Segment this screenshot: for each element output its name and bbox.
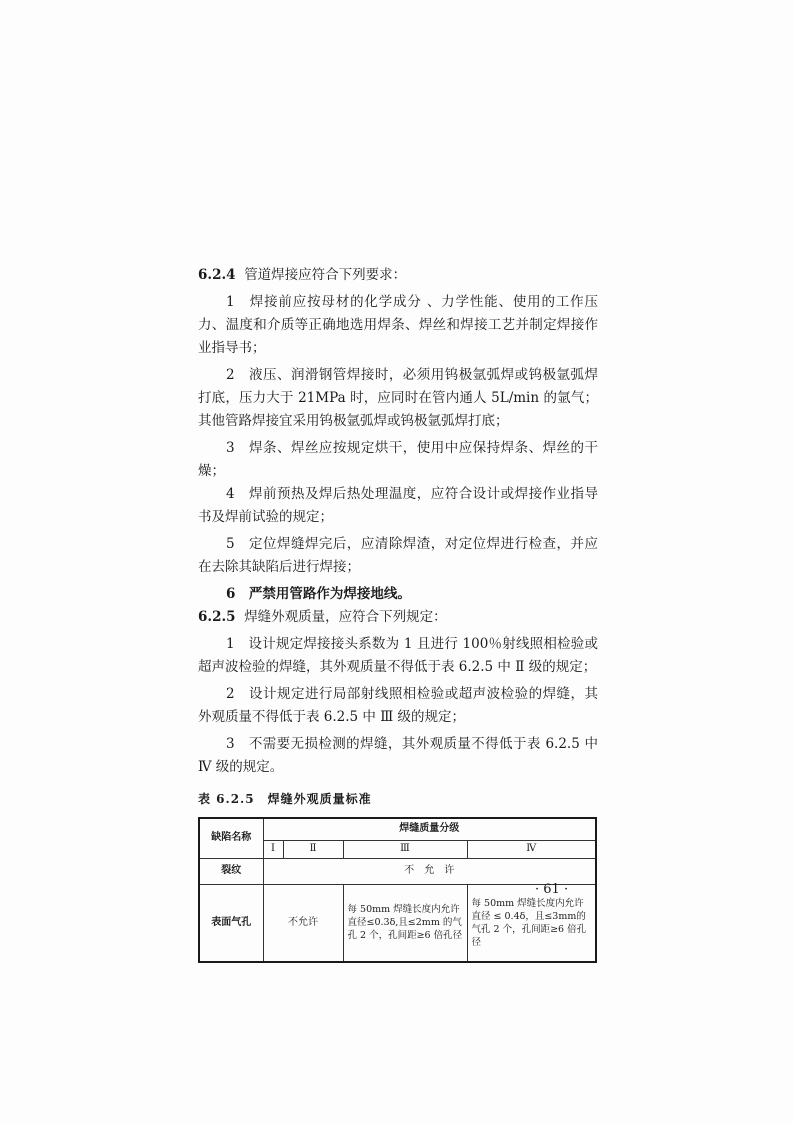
defect-name: 表面气孔 <box>199 884 263 962</box>
requirement-grade-1-2: 不允许 <box>263 884 343 962</box>
section-625-heading <box>198 606 598 629</box>
section-624-item-5: 5 定位焊缝焊完后，应清除焊渣，对定位焊进行检查，并应在去除其缺陷后进行焊接； <box>198 536 598 575</box>
page-content <box>198 264 598 963</box>
header-defect-name: 缺陷名称 <box>199 818 263 858</box>
grade-4: Ⅳ <box>467 840 596 858</box>
grade-1: Ⅰ <box>263 840 283 858</box>
section-624-item-2: 2 液压、润滑钢管焊接时，必须用钨极氩弧焊或钨极氩弧焊打底，压力大于 21MPa 时，应同时在管内通人 5L/min 的氩气；其他管路焊接宜采用钨极氩弧焊或钨极氩弧焊打底； <box>198 367 598 429</box>
section-625-item-1: 1 设计规定焊接接头系数为 1 且进行 100％射线照相检验或超声波检验的焊缝，其外观质量不得低于表 6.2.5 中 Ⅱ 级的规定； <box>198 636 598 675</box>
section-625-item-3: 3 不需要无损检测的焊缝，其外观质量不得低于表 6.2.5 中 Ⅳ 级的规定。 <box>198 736 598 775</box>
defect-name: 裂纹 <box>199 858 263 884</box>
section-624-heading <box>198 264 598 287</box>
grade-2: Ⅱ <box>283 840 343 858</box>
table-caption: 表 6.2.5 焊缝外观质量标准 <box>198 792 372 806</box>
header-quality-grade: 焊缝质量分级 <box>263 818 596 840</box>
section-624-item-3: 3 焊条、焊丝应按规定烘干，使用中应保持焊条、焊丝的干燥； <box>198 440 598 479</box>
section-624-item-6: 6 严禁用管路作为焊接地线。 <box>226 586 411 602</box>
section-625-item-2: 2 设计规定进行局部射线照相检验或超声波检验的焊缝，其外观质量不得低于表 6.2.5 中 Ⅲ 级的规定； <box>198 686 598 725</box>
section-number: 6.2.5 <box>198 609 236 625</box>
section-title: 焊缝外观质量，应符合下列规定： <box>244 609 447 625</box>
grade-3: Ⅲ <box>343 840 467 858</box>
requirement-grade-3: 每 50mm 焊缝长度内允许直径≤0.3δ,且≤2mm 的气孔 2 个，孔间距≥6 倍孔径 <box>343 884 467 962</box>
section-624-item-4: 4 焊前预热及焊后热处理温度，应符合设计或焊接作业指导书及焊前试验的规定； <box>198 486 598 525</box>
requirement-grade-4: 每 50mm 焊缝长度内允许直径 ≤ 0.4δ，且≤3mm的气孔 2 个，孔间距≥6 倍孔径 <box>467 884 596 962</box>
table-row <box>199 858 596 884</box>
page-number: · 61 · <box>535 882 569 897</box>
table-header-row <box>199 818 596 840</box>
section-title: 管道焊接应符合下列要求： <box>244 267 407 283</box>
section-number: 6.2.4 <box>198 267 236 283</box>
requirement-all-grades: 不 允 许 <box>263 858 596 884</box>
section-624-item-1: 1 焊接前应按母材的化学成分 、力学性能、使用的工作压力、温度和介质等正确地选用焊条、焊丝和焊接工艺并制定焊接作业指导书； <box>198 294 598 356</box>
